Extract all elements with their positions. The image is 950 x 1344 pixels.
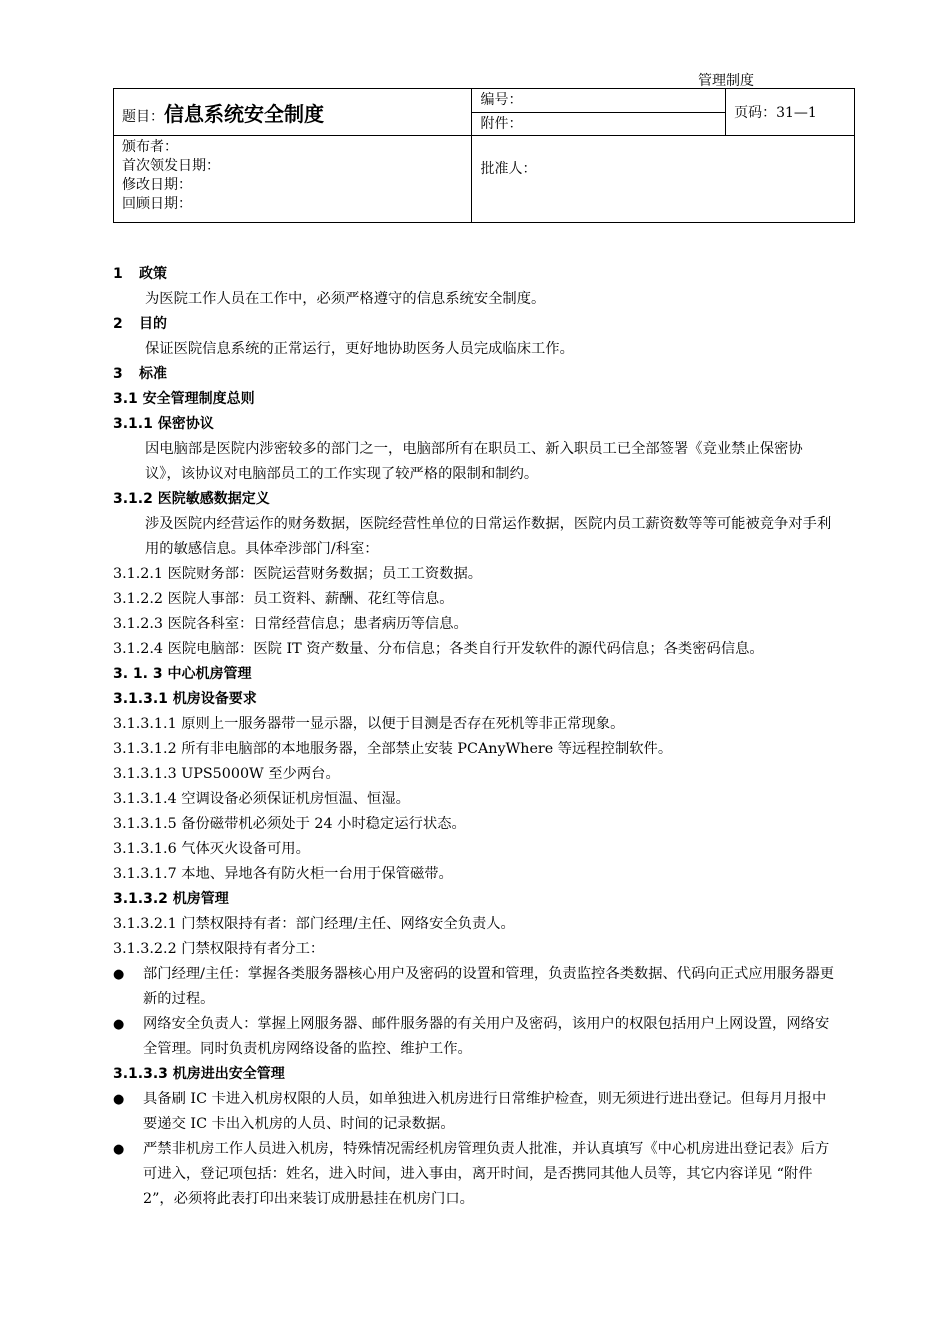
approver-field: 批准人： xyxy=(472,136,855,223)
list-item: 3.1.3.1.3 UPS5000W 至少两台。 xyxy=(113,766,340,782)
title-prefix: 题目： xyxy=(122,108,164,125)
bullet-item xyxy=(113,1137,838,1212)
bullet-text: 部门经理/主任：掌握各类服务器核心用户及密码的设置和管理，负责监控各类数据、代码向正式应用服务器更新的过程。 xyxy=(143,966,835,1007)
subsection-heading: 3.1.3.2 机房管理 xyxy=(113,891,229,907)
list-item: 3.1.3.1.4 空调设备必须保证机房恒温、恒湿。 xyxy=(113,791,410,807)
paragraph: 保证医院信息系统的正常运行，更好地协助医务人员完成临床工作。 xyxy=(145,341,574,357)
subsection-heading: 3.1.1 保密协议 xyxy=(113,416,214,432)
meta-cell xyxy=(114,136,472,223)
document-title: 信息系统安全制度 xyxy=(164,101,324,126)
list-item: 3.1.3.2.1 门禁权限持有者：部门经理/主任、网络安全负责人。 xyxy=(113,916,515,932)
bullet-item xyxy=(113,1087,838,1137)
bullet-icon: ● xyxy=(113,1142,125,1157)
review-date-label: 回顾日期： xyxy=(122,196,192,212)
bullet-icon: ● xyxy=(113,967,125,982)
paragraph: 为医院工作人员在工作中，必须严格遵守的信息系统安全制度。 xyxy=(145,291,546,307)
list-item: 3.1.2.4 医院电脑部：医院 IT 资产数量、分布信息；各类自行开发软件的源代码信息；各类密码信息。 xyxy=(113,641,764,657)
title-cell xyxy=(114,89,472,136)
subsection-heading: 3. 1. 3 中心机房管理 xyxy=(113,666,252,682)
list-item: 3.1.2.2 医院人事部：员工资料、薪酬、花红等信息。 xyxy=(113,591,454,607)
subsection-heading: 3.1.2 医院敏感数据定义 xyxy=(113,491,270,507)
section-heading: 1 政策 xyxy=(113,266,167,282)
subsection-heading: 3.1 安全管理制度总则 xyxy=(113,391,255,407)
document-type-label: 管理制度 xyxy=(698,73,754,89)
list-item: 3.1.3.1.7 本地、异地各有防火柜一台用于保管磁带。 xyxy=(113,866,453,882)
list-item: 3.1.3.1.2 所有非电脑部的本地服务器，全部禁止安装 PCAnyWhere 等远程控制软件。 xyxy=(113,741,673,757)
bullet-item xyxy=(113,962,838,1012)
list-item: 3.1.3.1.1 原则上一服务器带一显示器，以便于目测是否存在死机等非正常现象。 xyxy=(113,716,625,732)
bullet-text: 严禁非机房工作人员进入机房，特殊情况需经机房管理负责人批准，并认真填写《中心机房进出登记表》后方可进入，登记项包括：姓名，进入时间，进入事由，离开时间，是否携同其他人员等，其它内容详见 “附件 2”，必须将此表打印出来装订成册悬挂在机房门口。 xyxy=(143,1141,830,1207)
subsection-heading: 3.1.3.3 机房进出安全管理 xyxy=(113,1066,285,1082)
section-heading: 3 标准 xyxy=(113,366,167,382)
page-number: 页码：31—1 xyxy=(726,89,855,136)
document-body xyxy=(113,262,838,1212)
first-issue-date-label: 首次领发日期： xyxy=(122,158,220,174)
publisher-label: 颁布者： xyxy=(122,139,178,155)
section-heading: 2 目的 xyxy=(113,316,167,332)
attachment-field: 附件： xyxy=(472,112,726,136)
number-field: 编号： xyxy=(472,89,726,113)
header-table xyxy=(113,88,855,223)
bullet-item xyxy=(113,1012,838,1062)
bullet-icon: ● xyxy=(113,1017,125,1032)
bullet-text: 网络安全负责人：掌握上网服务器、邮件服务器的有关用户及密码，该用户的权限包括用户上网设置，网络安全管理。同时负责机房网络设备的监控、维护工作。 xyxy=(143,1016,830,1057)
list-item: 3.1.3.1.5 备份磁带机必须处于 24 小时稳定运行状态。 xyxy=(113,816,466,832)
list-item: 3.1.3.2.2 门禁权限持有者分工： xyxy=(113,941,325,957)
modified-date-label: 修改日期： xyxy=(122,177,192,193)
paragraph: 因电脑部是医院内涉密较多的部门之一，电脑部所有在职员工、新入职员工已全部签署《竞业禁止保密协议》，该协议对电脑部员工的工作实现了较严格的限制和制约。 xyxy=(145,441,803,482)
bullet-icon: ● xyxy=(113,1092,125,1107)
bullet-text: 具备刷 IC 卡进入机房权限的人员，如单独进入机房进行日常维护检查，则无须进行进出登记。但每月月报中要递交 IC 卡出入机房的人员、时间的记录数据。 xyxy=(143,1091,827,1132)
paragraph: 涉及医院内经营运作的财务数据，医院经营性单位的日常运作数据，医院内员工薪资数等等可能被竞争对手利用的敏感信息。具体牵涉部门/科室： xyxy=(145,516,832,557)
list-item: 3.1.2.3 医院各科室：日常经营信息；患者病历等信息。 xyxy=(113,616,468,632)
list-item: 3.1.2.1 医院财务部：医院运营财务数据；员工工资数据。 xyxy=(113,566,483,582)
list-item: 3.1.3.1.6 气体灭火设备可用。 xyxy=(113,841,310,857)
subsection-heading: 3.1.3.1 机房设备要求 xyxy=(113,691,257,707)
